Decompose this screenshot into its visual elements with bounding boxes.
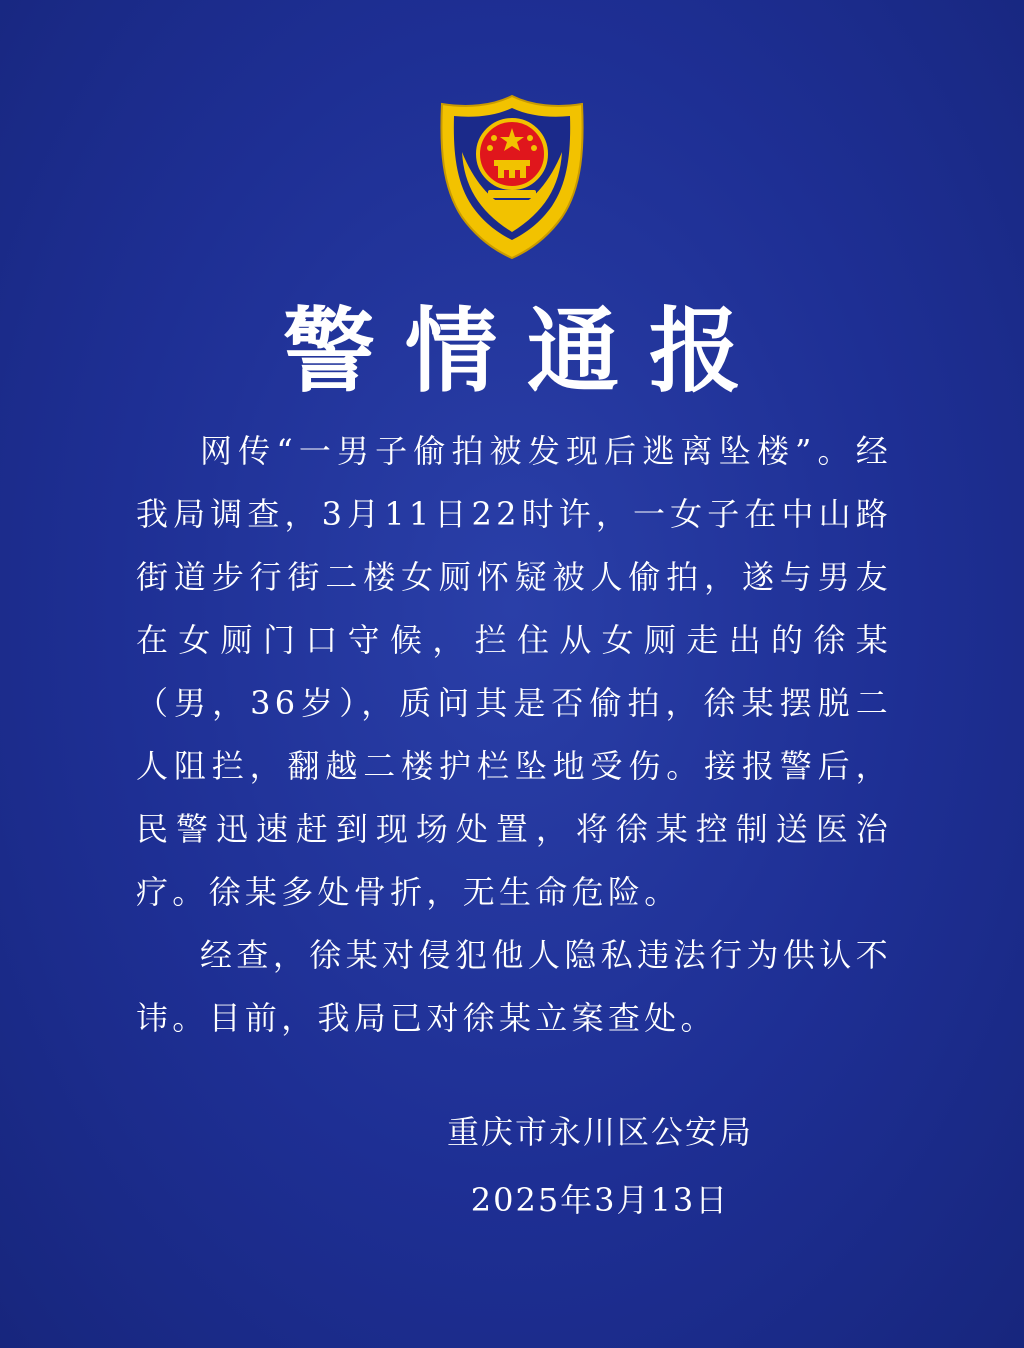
police-emblem-icon (432, 92, 592, 260)
signature-block (440, 1098, 760, 1234)
paragraph-1: 网传“一男子偷拍被发现后逃离坠楼”。经我局调查，3月11日22时许，一女子在中山路街道步行街二楼女厕怀疑被人偷拍，遂与男友在女厕门口守候，拦住从女厕走出的徐某（男，36岁），质问其是否偷拍，徐某摆脱二人阻拦，翻越二楼护栏坠地受伤。接报警后，民警迅速赶到现场处置，将徐某控制送医治疗。徐某多处骨折，无生命危险。 (136, 432, 892, 911)
page-title: 警情通报 (282, 298, 771, 405)
notice-body (136, 420, 892, 1050)
paragraph-2: 经查，徐某对侵犯他人隐私违法行为供认不讳。目前，我局已对徐某立案查处。 (136, 936, 892, 1037)
issue-date: 2025年3月13日 (470, 1181, 730, 1219)
issuing-organization: 重庆市永川区公安局 (446, 1113, 753, 1151)
